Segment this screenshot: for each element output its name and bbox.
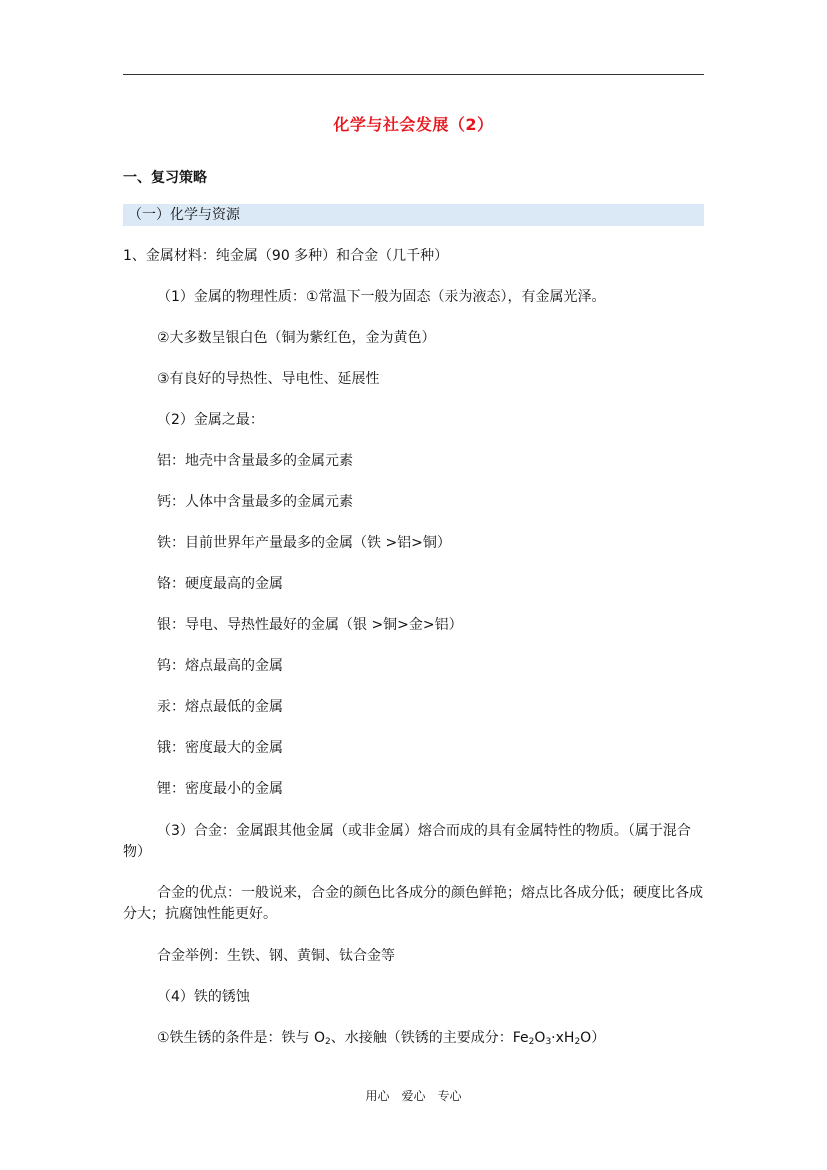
superlatives-heading: （2）金属之最： bbox=[157, 412, 264, 428]
superlative-item: 钙：人体中含量最多的金属元素 bbox=[157, 494, 353, 510]
superlative-item: 铝：地壳中含量最多的金属元素 bbox=[157, 453, 353, 469]
h-subscript: 2 bbox=[574, 1037, 581, 1047]
superlative-item: 银：导电、导热性最好的金属（银 >铜>金>铝） bbox=[157, 617, 463, 633]
item-1: 1、金属材料：纯金属（90 多种）和合金（几千种） bbox=[123, 248, 449, 264]
superlative-item: 钨：熔点最高的金属 bbox=[157, 658, 283, 674]
alloy-examples: 合金举例：生铁、钢、黄铜、钛合金等 bbox=[157, 948, 395, 964]
o2-subscript: 2 bbox=[325, 1037, 331, 1047]
physical-property-1: （1）金属的物理性质：①常温下一般为固态（汞为液态），有金属光泽。 bbox=[157, 289, 606, 305]
fe-subscript: 2 bbox=[528, 1037, 535, 1047]
alloy-definition: （3）合金：金属跟其他金属（或非金属）熔合而成的具有金属特性的物质。（属于混合物） bbox=[123, 823, 691, 860]
rust-condition-mid: 、水接触（铁锈的主要成分：Fe bbox=[330, 1030, 529, 1046]
superlative-item: 锂：密度最小的金属 bbox=[157, 781, 283, 797]
alloy-advantages: 合金的优点：一般说来，合金的颜色比各成分的颜色鲜艳；熔点比各成分低；硬度比各成分大；抗腐蚀性能更好。 bbox=[123, 885, 703, 922]
rust-condition-end: O） bbox=[580, 1030, 606, 1046]
superlative-item: 汞：熔点最低的金属 bbox=[157, 699, 283, 715]
oxygen-symbol: O bbox=[534, 1030, 546, 1046]
physical-property-3: ③有良好的导热性、导电性、延展性 bbox=[157, 371, 380, 387]
rust-heading: （4）铁的锈蚀 bbox=[157, 989, 250, 1005]
hydrate-text: ·xH bbox=[551, 1030, 575, 1046]
subsection-heading: （一）化学与资源 bbox=[128, 207, 240, 223]
rust-condition bbox=[157, 1030, 605, 1046]
section-heading: 一、复习策略 bbox=[123, 170, 207, 186]
subsection-bar bbox=[123, 204, 704, 226]
header-rule bbox=[123, 74, 704, 75]
page-title: 化学与社会发展（2） bbox=[333, 115, 494, 134]
physical-property-2: ②大多数呈银白色（铜为紫红色，金为黄色） bbox=[157, 330, 436, 346]
superlative-item: 锇：密度最大的金属 bbox=[157, 740, 283, 756]
superlative-item: 铁：目前世界年产量最多的金属（铁 >铝>铜） bbox=[157, 535, 451, 551]
rust-condition-prefix: ①铁生锈的条件是：铁与 O bbox=[157, 1030, 326, 1046]
superlative-item: 铬：硬度最高的金属 bbox=[157, 576, 283, 592]
o-subscript: 3 bbox=[545, 1037, 552, 1047]
page-footer: 用心 爱心 专心 bbox=[365, 1089, 462, 1103]
